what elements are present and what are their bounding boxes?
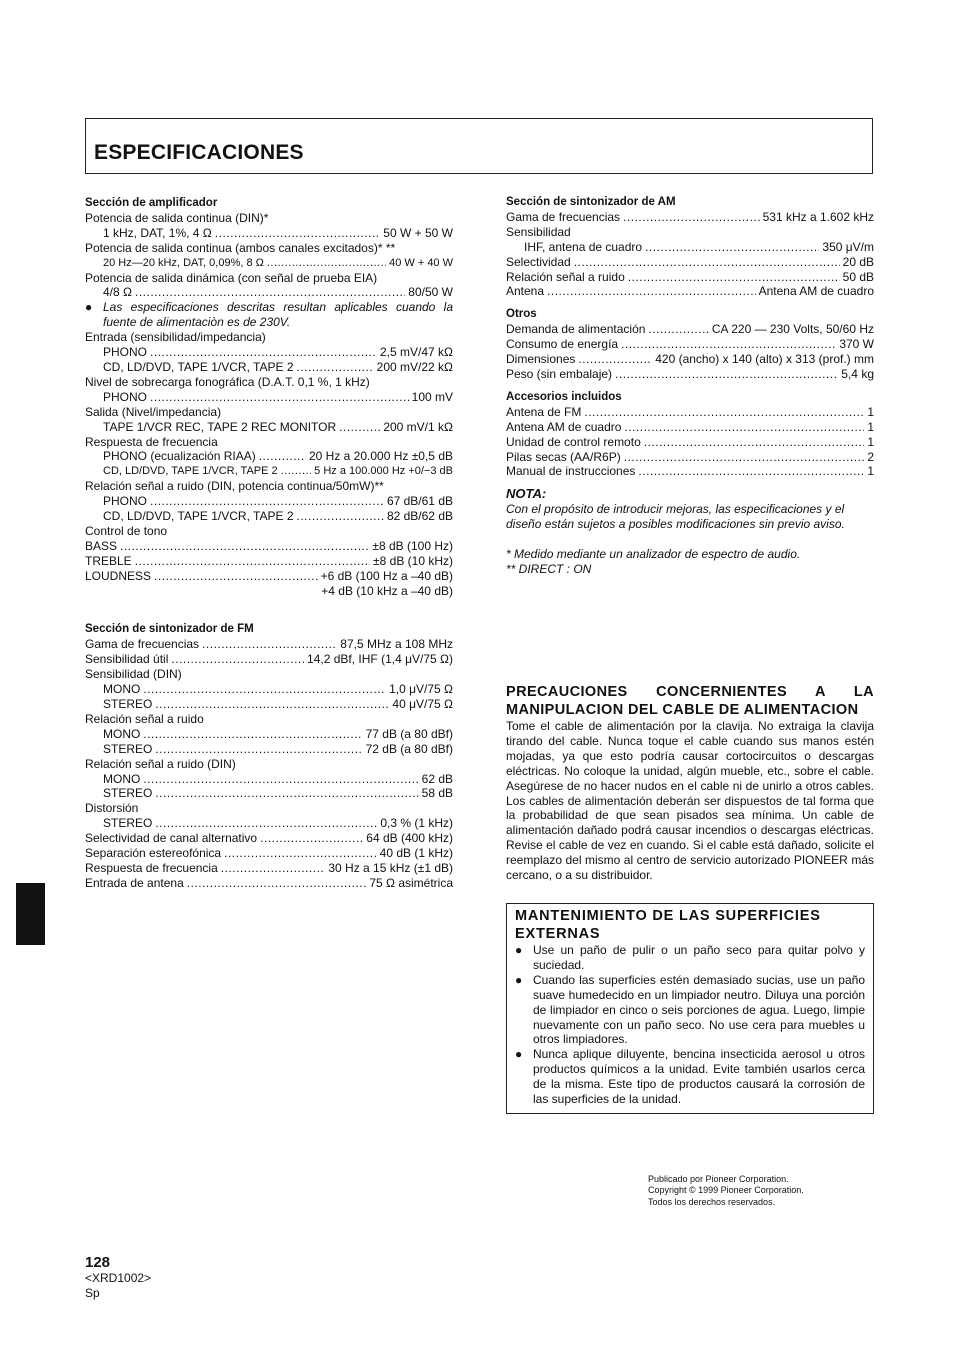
nota-heading: NOTA: [506,486,547,502]
precautions-section [506,683,874,883]
spec-label: Sensibilidad (DIN) [85,667,182,682]
spec-row: Selectividad de canal alternativo ..... 64 dB (400 kHz) [85,831,453,846]
title-box [85,118,873,174]
spec-row: PHONO ..... 67 dB/61 dB [85,494,453,509]
bullet-icon: ● [515,943,523,957]
spec-label: Nivel de sobrecarga fonográfica (D.A.T. 0,1 %, 1 kHz) [85,374,370,389]
spec-label: Distorsión [85,801,139,816]
spec-row: 1 kHz, DAT, 1%, 4 Ω ..... 50 W + 50 W [85,226,453,241]
amp-heading: Sección de amplificador [85,197,218,209]
note-bullet: ● Las especificaciones descritas resultan aplicables cuando la fuente de alimentaciòn es de 230V. [85,300,453,330]
spec-label: Potencia de salida dinámica (con señal de prueba EIA) [85,270,378,285]
spec-label: Relación señal a ruido (DIN, potencia continua/50mW)** [85,479,384,494]
spec-row: Entrada de antena ..... 75 Ω asimétrica [85,876,453,891]
list-item: ● Cuando las superficies estén demasiado sucias, use un paño suave humedecido en un limpiador neutro. Diluya una porción de limpiador en cinco o seis porciones de agua. Luego, limpie nuevamente con un paño seco. No use cera para muebles u otros limpiadores. [515,972,865,1047]
page-number: 128 [85,1254,111,1271]
spec-row: Respuesta de frecuencia ..... 30 Hz a 15 kHz (±1 dB) [85,861,453,876]
spec-row: Peso (sin embalaje) ..... 5,4 kg [506,367,874,382]
spec-row: STEREO ..... 0,3 % (1 kHz) [85,816,453,831]
spec-row: Gama de frecuencias ..... 87,5 MHz a 108 MHz [85,637,453,652]
spec-row: PHONO ..... 2,5 mV/47 kΩ [85,345,453,360]
spec-row: STEREO ..... 40 μV/75 Ω [85,697,453,712]
spec-row: Antena ..... Antena AM de cuadro [506,284,874,299]
spec-row: BASS ..... ±8 dB (100 Hz) [85,539,453,554]
list-item: ● Use un paño de pulir o un paño seco para quitar polvo y suciedad. [515,943,865,972]
spec-row: CD, LD/DVD, TAPE 1/VCR, TAPE 2 ..... 200 mV/22 kΩ [85,360,453,375]
spec-label: Respuesta de frecuencia [85,434,218,449]
footnote: ** DIRECT : ON [506,561,592,576]
precautions-text: Tome el cable de alimentación por la clavija. No extraiga la clavija tirando del cable. Nunca toque el cable cuando sus manos estén mojadas, ya que esto podría causar cortocircuitos o descargas eléctricas. No coloque la unidad, algún mueble, etc., sobre el cable. Asegúrese de no hacer nudos en el cable ni de unirlo a otros cables. Los cables de alimentación deberán ser dispuestos de tal forma que la probabilidad de que sean pisados sea mínima. Un cable de alimentación dañado podrá causar incendios o descargas eléctricas. Revise el cable de vez en cuando. Si el cable está dañado, solicite el reemplazo del mismo al centro de servicio autorizado PIONEER más cercano, o a su distribuidor. [506,719,874,883]
spec-row: Selectividad ..... 20 dB [506,255,874,270]
spec-value: +4 dB (10 kHz a –40 dB) [321,583,453,598]
spec-row: CD, LD/DVD, TAPE 1/VCR, TAPE 2 ..... 82 dB/62 dB [85,509,453,524]
spec-row: MONO ..... 1,0 μV/75 Ω [85,682,453,697]
spec-label: Entrada (sensibilidad/impedancia) [85,330,266,345]
spec-row: STEREO ..... 58 dB [85,786,453,801]
spec-row: PHONO (ecualización RIAA) ..... 20 Hz a 20.000 Hz ±0,5 dB [85,449,453,464]
otros-heading: Otros [506,308,537,321]
language-code: Sp [85,1285,100,1300]
rights-line: Todos los derechos reservados. [648,1196,776,1207]
nota-text: Con el propósito de introducir mejoras, las especificaciones y el diseño están sujetos a posibles modificaciones sin previo aviso. [506,502,845,532]
spec-row: Manual de instrucciones ..... 1 [506,464,874,479]
right-column [506,195,874,577]
spec-row: Unidad de control remoto ..... 1 [506,435,874,450]
spec-row: Pilas secas (AA/R6P) ..... 2 [506,450,874,465]
publisher-info [648,1174,804,1208]
spec-row: STEREO ..... 72 dB (a 80 dBf) [85,742,453,757]
spec-row: Separación estereofónica ..... 40 dB (1 kHz) [85,846,453,861]
spec-row: Antena de FM ..... 1 [506,405,874,420]
spec-row: MONO ..... 77 dB (a 80 dBf) [85,727,453,742]
spec-label: Potencia de salida continua (DIN)* [85,210,269,225]
doc-code: <XRD1002> [85,1271,152,1285]
spec-row: Consumo de energía ..... 370 W [506,337,874,352]
spec-row: Sensibilidad útil ..... 14,2 dBf, IHF (1,4 μV/75 Ω) [85,652,453,667]
list-item: ● Nunca aplique diluyente, bencina insecticida aerosol u otros productos químicos a la unidad. Evite también usarlos cerca de la misma. Este tipo de productos causará la corrosión de las superficies de la unidad. [515,1047,865,1107]
am-heading: Sección de sintonizador de AM [506,196,676,208]
spec-label: Control de tono [85,523,168,538]
spec-row: 4/8 Ω ..... 80/50 W [85,285,453,300]
precautions-heading: PRECAUCIONES CONCERNIENTES A LA MANIPULACION DEL CABLE DE ALIMENTACION [506,684,874,718]
spec-row: LOUDNESS ..... +6 dB (100 Hz a –40 dB) [85,569,453,584]
page-title: ESPECIFICACIONES [94,141,304,164]
maintenance-heading: MANTENIMIENTO DE LAS SUPERFICIES EXTERNAS [515,908,821,942]
spec-label: Relación señal a ruido (DIN) [85,756,236,771]
bullet-icon: ● [515,1047,523,1062]
spec-row: TREBLE ..... ±8 dB (10 kHz) [85,554,453,569]
maintenance-box [506,903,874,1114]
spec-label: Relación señal a ruido [85,711,204,726]
spec-row: CD, LD/DVD, TAPE 1/VCR, TAPE 2 ..... 5 Hz a 100.000 Hz +0/−3 dB [85,464,453,479]
spec-row: TAPE 1/VCR REC, TAPE 2 REC MONITOR ..... 200 mV/1 kΩ [85,420,453,435]
spec-row: PHONO ..... 100 mV [85,390,453,405]
acc-heading: Accesorios incluidos [506,390,622,403]
copyright-line: Copyright © 1999 Pioneer Corporation. [648,1185,804,1196]
bullet-icon: ● [85,300,93,315]
spec-row: MONO ..... 62 dB [85,772,453,787]
footnote: * Medido mediante un analizador de espectro de audio. [506,547,801,562]
fm-heading: Sección de sintonizador de FM [85,623,254,636]
publisher-line: Publicado por Pioneer Corporation. [648,1174,789,1184]
spec-row: IHF, antena de cuadro ..... 350 μV/m [506,240,874,255]
spec-row: Demanda de alimentación ..... CA 220 — 230 Volts, 50/60 Hz [506,322,874,337]
spec-row: Gama de frecuencias ..... 531 kHz a 1.602 kHz [506,210,874,225]
section-tab-marker [16,883,45,945]
spec-row: Antena AM de cuadro ..... 1 [506,420,874,435]
spec-label: Salida (Nivel/impedancia) [85,404,222,419]
spec-row: 20 Hz—20 kHz, DAT, 0,09%, 8 Ω ..... 40 W + 40 W [85,256,453,271]
spec-label: Potencia de salida continua (ambos canales excitados)* ** [85,240,396,255]
left-column [85,196,453,891]
spec-row: Relación señal a ruido ..... 50 dB [506,270,874,285]
spec-label: Sensibilidad [506,224,571,239]
page-footer [85,1254,151,1300]
spec-row: Dimensiones ..... 420 (ancho) x 140 (alto) x 313 (prof.) mm [506,352,874,367]
bullet-icon: ● [515,972,523,987]
